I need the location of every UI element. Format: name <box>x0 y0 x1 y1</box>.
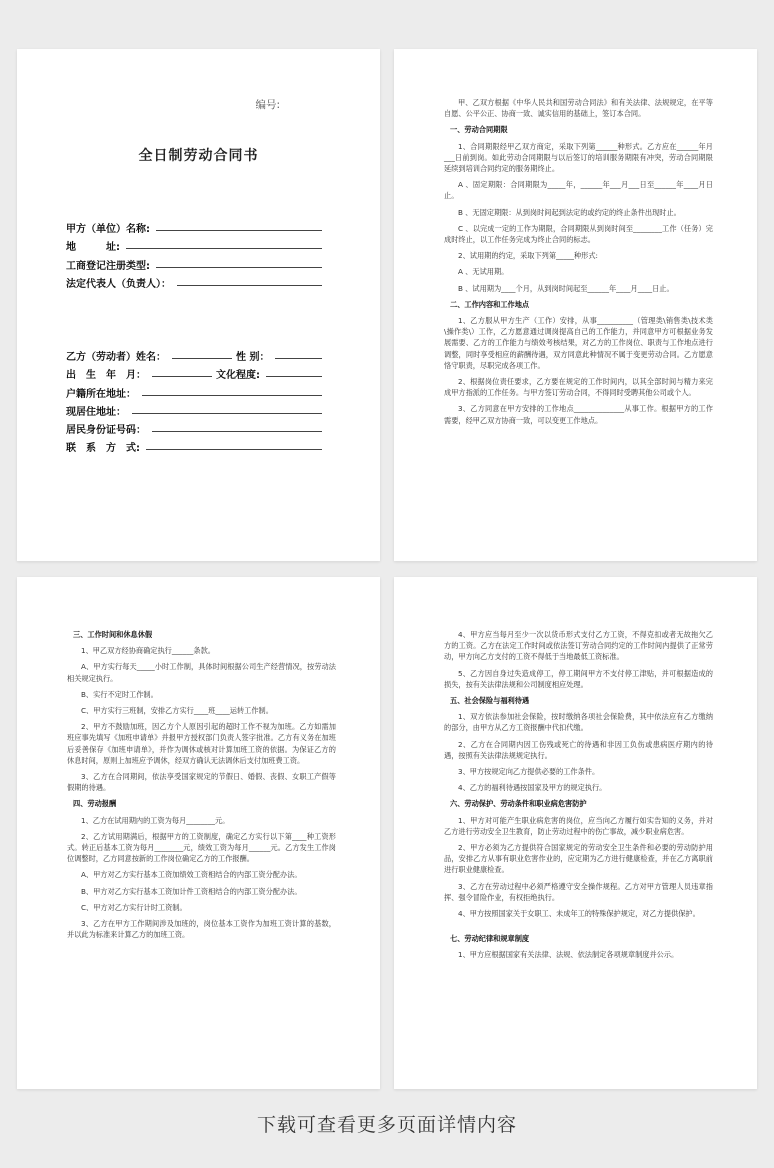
field-label: 地 址: <box>66 242 120 254</box>
blank-line <box>172 358 232 359</box>
page-content <box>444 97 713 431</box>
id-number-field <box>66 418 322 436</box>
section-heading: 七、劳动纪律和规章制度 <box>450 934 530 944</box>
legal-representative-field <box>66 272 322 290</box>
blank-line <box>146 449 322 450</box>
section-heading: 六、劳动保护、劳动条件和职业病危害防护 <box>450 799 587 809</box>
document-number-label: 编号: <box>255 99 280 111</box>
clause-paragraph: 3、乙方在甲方工作期间涉及加班的，岗位基本工资作为加班工资计算的基数，并以此为标准来计算乙方的加班工资。 <box>67 919 336 940</box>
clause-paragraph: A、甲方对乙方实行基本工资加绩效工资相结合的内部工资分配办法。 <box>81 870 302 880</box>
blank-line <box>266 376 322 377</box>
blank-line <box>156 230 322 231</box>
section-heading: 三、工作时间和休息休假 <box>73 630 153 639</box>
clause-paragraph: 1、乙方服从甲方生产（工作）安排，从事__________（管理类\销售类\技术类\操作类\）工作，乙方愿意通过调岗提高自己的工作能力，并同意甲方可根据业务发展需要、乙方的工作能力与绩效考核结果，对乙方的工作岗位、职责与工作地点进行调整，同时享受相应的薪酬待遇，双方同意此种情况不属于变更劳动合同。乙方愿意恪守职责，尽职完成各项工作。 <box>444 316 713 370</box>
clause-paragraph: 1、甲方应根据国家有关法律、法规、依法制定各项规章制度并公示。 <box>458 950 679 960</box>
clause-paragraph: B、实行不定时工作制。 <box>81 689 158 699</box>
field-label: 甲方（单位）名称: <box>66 224 150 236</box>
residence-address-field <box>66 400 322 418</box>
blank-line <box>152 376 212 377</box>
field-label: 文化程度: <box>216 370 260 382</box>
contract-page-2 <box>394 49 757 561</box>
clause-paragraph: 2、乙方试用期满后，根据甲方的工资制度，确定乙方实行以下第____种工资形式。转正后基本工资为每月________元，绩效工资为每月______元。乙方发生工作岗位调整时，乙方同意按新的工作岗位确定乙方的工作报酬。 <box>67 831 336 864</box>
clause-paragraph: A 、无试用期。 <box>458 267 509 277</box>
party-a-name-field <box>66 217 322 235</box>
clause-paragraph: 1、合同期限经甲乙双方商定，采取下列第______种形式。乙方应在______年月___日前到岗。如此劳动合同期限与以后签订的培训服务期限有冲突，劳动合同期限延续到培训合同约定的服务期终止。 <box>444 141 713 174</box>
blank-line <box>152 431 322 432</box>
party-a-address-field <box>66 235 322 253</box>
clause-paragraph: 2、根据岗位责任要求，乙方要在规定的工作时间内，以其全部时间与精力来完成甲方指派的工作任务。与甲方签订劳动合同，不得同时受聘其他公司或个人。 <box>444 377 713 398</box>
clause-paragraph: C 、以完成一定的工作为期限，合同期限从到岗时间至________工作（任务）完成时终止，以工作任务完成为终止合同的标志。 <box>444 223 713 245</box>
clause-paragraph: 1、甲乙双方经协商确定执行______条款。 <box>81 646 215 656</box>
field-label: 乙方（劳动者）姓名： <box>66 352 166 364</box>
party-b-name-gender-field <box>66 345 322 363</box>
clause-paragraph: B 、试用期为____个月，从到岗时间起至______年____月____日止。 <box>458 283 674 293</box>
contract-title: 全日制劳动合同书 <box>138 148 259 164</box>
blank-line <box>142 395 322 396</box>
section-heading: 五、社会保险与福利待遇 <box>450 696 530 706</box>
field-label: 联 系 方 式: <box>66 443 140 455</box>
clause-paragraph: 1、双方依法参加社会保险，按时缴纳各项社会保险费，其中依法应有乙方缴纳的部分，由甲方从乙方工资报酬中代扣代缴。 <box>444 712 713 733</box>
contract-page-4 <box>394 577 757 1089</box>
clause-paragraph: 5、乙方因自身过失造成停工，停工期间甲方不支付停工津贴，并可根据造成的损失，按有关法律法规和公司制度相应处理。 <box>444 668 713 689</box>
contract-cover-page <box>17 49 380 561</box>
clause-paragraph: B、甲方对乙方实行基本工资加计件工资相结合的内部工资分配办法。 <box>81 886 302 896</box>
clause-paragraph: 2、甲方必须为乙方提供符合国家规定的劳动安全卫生条件和必要的劳动防护用品，安排乙方从事有职业危害作业的，应定期为乙方进行健康检查，并在乙方离职前进行职业健康检查。 <box>444 843 713 875</box>
party-a-fields <box>66 217 322 290</box>
clause-paragraph: 2、甲方不鼓励加班，因乙方个人原因引起的超时工作不视为加班。乙方如需加班应事先填写《加班申请单》并报甲方授权部门负责人签字批准。乙方有义务在加班后妥善保存《加班申请单》，并作为调休或核对计算加班工资的依据。为保证乙方的休息时间，原则上加班应予调休，经双方确认无法调休后支付加班费工资。 <box>67 722 336 765</box>
clause-paragraph: 3、乙方在劳动过程中必须严格遵守安全操作规程。乙方对甲方管理人员违章指挥、强令冒险作业，有权拒绝执行。 <box>444 881 713 902</box>
clause-paragraph: A 、固定期限：合同期限为_____年，______年___月___日至______年____月日止。 <box>444 180 713 201</box>
clause-paragraph: 4、乙方的福利待遇按国家及甲方的规定执行。 <box>458 783 607 793</box>
field-label: 户籍所在地址： <box>66 388 136 400</box>
contract-page-3 <box>17 577 380 1089</box>
clause-paragraph: A、甲方实行每天_____小时工作制，具体时间根据公司生产经营情况，按劳动法相关规定执行。 <box>67 662 336 683</box>
blank-line <box>132 413 322 414</box>
field-label: 居民身份证号码： <box>66 424 146 436</box>
blank-line <box>177 285 322 286</box>
field-label: 出 生 年 月： <box>66 370 146 382</box>
field-label: 法定代表人（负责人）： <box>66 278 171 290</box>
clause-paragraph: C、甲方实行三班制，安排乙方实行____班____运转工作制。 <box>81 706 273 716</box>
birth-education-field <box>66 363 322 381</box>
clause-paragraph: 4、甲方按照国家关于女职工、未成年工的特殊保护规定，对乙方提供保护。 <box>458 909 700 919</box>
clause-paragraph: B 、无固定期限：从到岗时间起到法定的或约定的终止条件出现时止。 <box>458 207 681 217</box>
field-label: 现居住地址： <box>66 406 126 418</box>
clause-paragraph: 1、乙方在试用期内的工资为每月________元。 <box>81 815 230 825</box>
clause-paragraph: 2、试用期的约定，采取下列第_____种形式: <box>458 251 598 261</box>
clause-paragraph: 甲、乙双方根据《中华人民共和国劳动合同法》和有关法律、法规规定，在平等自愿、公平公正、协商一致、诚实信用的基础上，签订本合同。 <box>444 98 713 119</box>
registration-type-field <box>66 253 322 271</box>
contact-field <box>66 436 322 454</box>
download-more-prompt[interactable]: 下载可查看更多页面详情内容 <box>256 1114 517 1136</box>
section-heading: 二、工作内容和工作地点 <box>450 299 530 309</box>
page-content <box>67 629 336 945</box>
clause-paragraph: C、甲方对乙方实行计时工资制。 <box>81 902 187 912</box>
field-label: 工商登记注册类型: <box>66 260 150 272</box>
page-content <box>444 629 713 966</box>
blank-line <box>156 267 322 268</box>
clause-paragraph: 3、甲方按规定向乙方提供必要的工作条件。 <box>458 767 600 777</box>
clause-paragraph: 1、甲方对可能产生职业病危害的岗位，应当向乙方履行如实告知的义务，并对乙方进行劳动安全卫生教育，防止劳动过程中的伤亡事故，减少职业病危害。 <box>444 815 713 836</box>
clause-paragraph: 3、乙方同意在甲方安排的工作地点______________从事工作。根据甲方的工作需要，经甲乙双方协商一致，可以变更工作地点。 <box>444 404 713 425</box>
clause-paragraph: 2、乙方在合同期内因工伤残或死亡的待遇和非因工负伤或患病医疗期内的待遇，按照有关法律法规规定执行。 <box>444 739 713 760</box>
blank-line <box>275 358 322 359</box>
party-b-fields <box>66 345 322 454</box>
section-heading: 四、劳动报酬 <box>73 799 117 809</box>
clause-paragraph: 4、甲方应当每月至少一次以货币形式支付乙方工资，不得克扣或者无故拖欠乙方的工资。乙方在法定工作时间或依法签订劳动合同约定的工作时间内提供了正常劳动，甲方向乙方支付的工资不得低于当地最低工资标准。 <box>444 630 713 662</box>
blank-line <box>126 248 322 249</box>
field-label: 性 别： <box>236 352 270 364</box>
section-heading: 一、劳动合同期限 <box>450 125 508 135</box>
household-address-field <box>66 381 322 399</box>
clause-paragraph: 3、乙方在合同期间，依法享受国家规定的节假日、婚假、丧假、女职工产假等假期的待遇。 <box>67 772 336 793</box>
